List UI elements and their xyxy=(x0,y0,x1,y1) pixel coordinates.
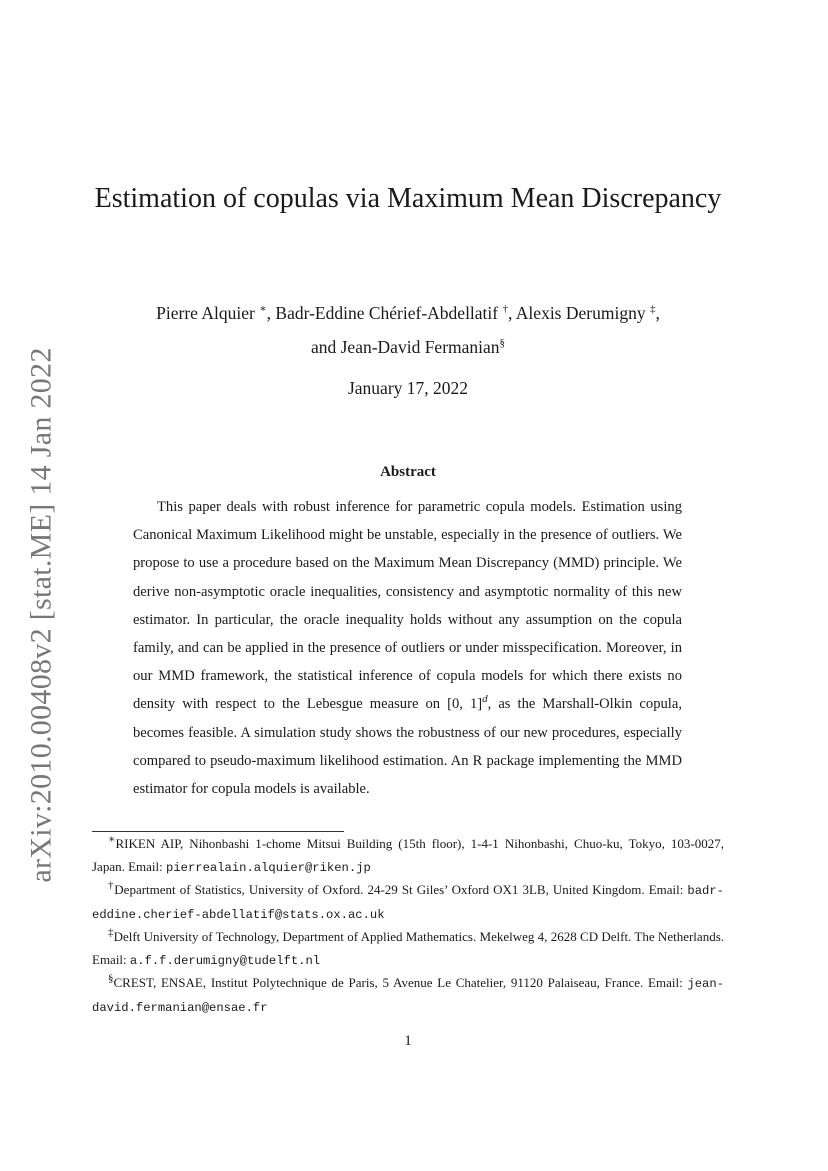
author-footnote-mark[interactable]: § xyxy=(499,337,506,350)
footnotes xyxy=(92,833,724,1019)
email-link[interactable]: jean-david.fermanian@ensae.fr xyxy=(92,977,724,1015)
footnote: †Department of Statistics, University of Oxford. 24-29 St Giles’ Oxford OX1 3LB, United Kingdom. Email: badr-eddine.cherief-abdellatif@stats.ox.ac.uk xyxy=(92,879,724,922)
paper-date: January 17, 2022 xyxy=(347,378,469,398)
footnote: §CREST, ENSAE, Institut Polytechnique de Paris, 5 Avenue Le Chatelier, 91120 Palaiseau, France. Email: jean-david.fermanian@ensae.fr xyxy=(92,972,724,1015)
author-footnote-mark[interactable]: ‡ xyxy=(649,303,656,316)
email-link[interactable]: pierrealain.alquier@riken.jp xyxy=(166,860,371,875)
footnote: ‡Delft University of Technology, Department of Applied Mathematics. Mekelweg 4, 2628 CD Delft. The Netherlands. Email: a.f.f.derumigny@tudelft.nl xyxy=(92,926,724,968)
abstract-body: This paper deals with robust inference for parametric copula models. Estimation using Canonical Maximum Likelihood might be unstable, especially in the presence of outliers. We propose to use a procedure based on the Maximum Mean Discrepancy (MMD) principle. We derive non-asymptotic oracle inequalities, consistency and asymptotic normality of this new estimator. In particular, the oracle inequality holds without any assumption on the copula family, and can be applied in the presence of outliers or under misspecification. Moreover, in our MMD framework, the statistical inference of copula models for which there exists no density with respect to the Lebesgue measure on [0, 1]$^d$, as the Marshall-Olkin copula, becomes feasible. A simulation study shows the robustness of our new procedures, especially compared to pseudo-maximum likelihood estimation. An R package implementing the MMD estimator for copula models is available. xyxy=(133,499,682,798)
author-name: Alexis Derumigny xyxy=(515,303,646,323)
email-link[interactable]: a.f.f.derumigny@tudelft.nl xyxy=(129,953,321,968)
paper-title: Estimation of copulas via Maximum Mean Discrepancy xyxy=(94,183,722,214)
author-connector: and xyxy=(310,337,337,357)
author-list: Pierre Alquier ∗, Badr-Eddine Chérief-Abdellatif †, Alexis Derumigny ‡, and Jean-David Fermanian§ xyxy=(156,303,660,357)
arxiv-stamp-text: arXiv:2010.00408v2 [stat.ME] 14 Jan 2022 xyxy=(25,346,58,883)
math-interval: [0, 1]$^d$ xyxy=(447,693,488,713)
footnote-rule xyxy=(92,831,344,832)
author-footnote-mark[interactable]: ∗ xyxy=(259,303,267,316)
author-name: Badr-Eddine Chérief-Abdellatif xyxy=(275,303,499,323)
page-number: 1 xyxy=(404,1033,412,1049)
author-name: Jean-David Fermanian xyxy=(340,337,500,357)
email-link[interactable]: badr-eddine.cherief-abdellatif@stats.ox.ac.uk xyxy=(92,884,724,922)
footnote: ∗RIKEN AIP, Nihonbashi 1-chome Mitsui Building (15th floor), 1-4-1 Nihonbashi, Chuo-ku, Tokyo, 103-0027, Japan. Email: pierrealain.alquier@riken.jp xyxy=(92,833,724,875)
author-footnote-mark[interactable]: † xyxy=(502,303,508,316)
author-name: Pierre Alquier xyxy=(156,303,255,323)
abstract-heading: Abstract xyxy=(380,464,436,480)
arxiv-stamp xyxy=(22,346,62,883)
